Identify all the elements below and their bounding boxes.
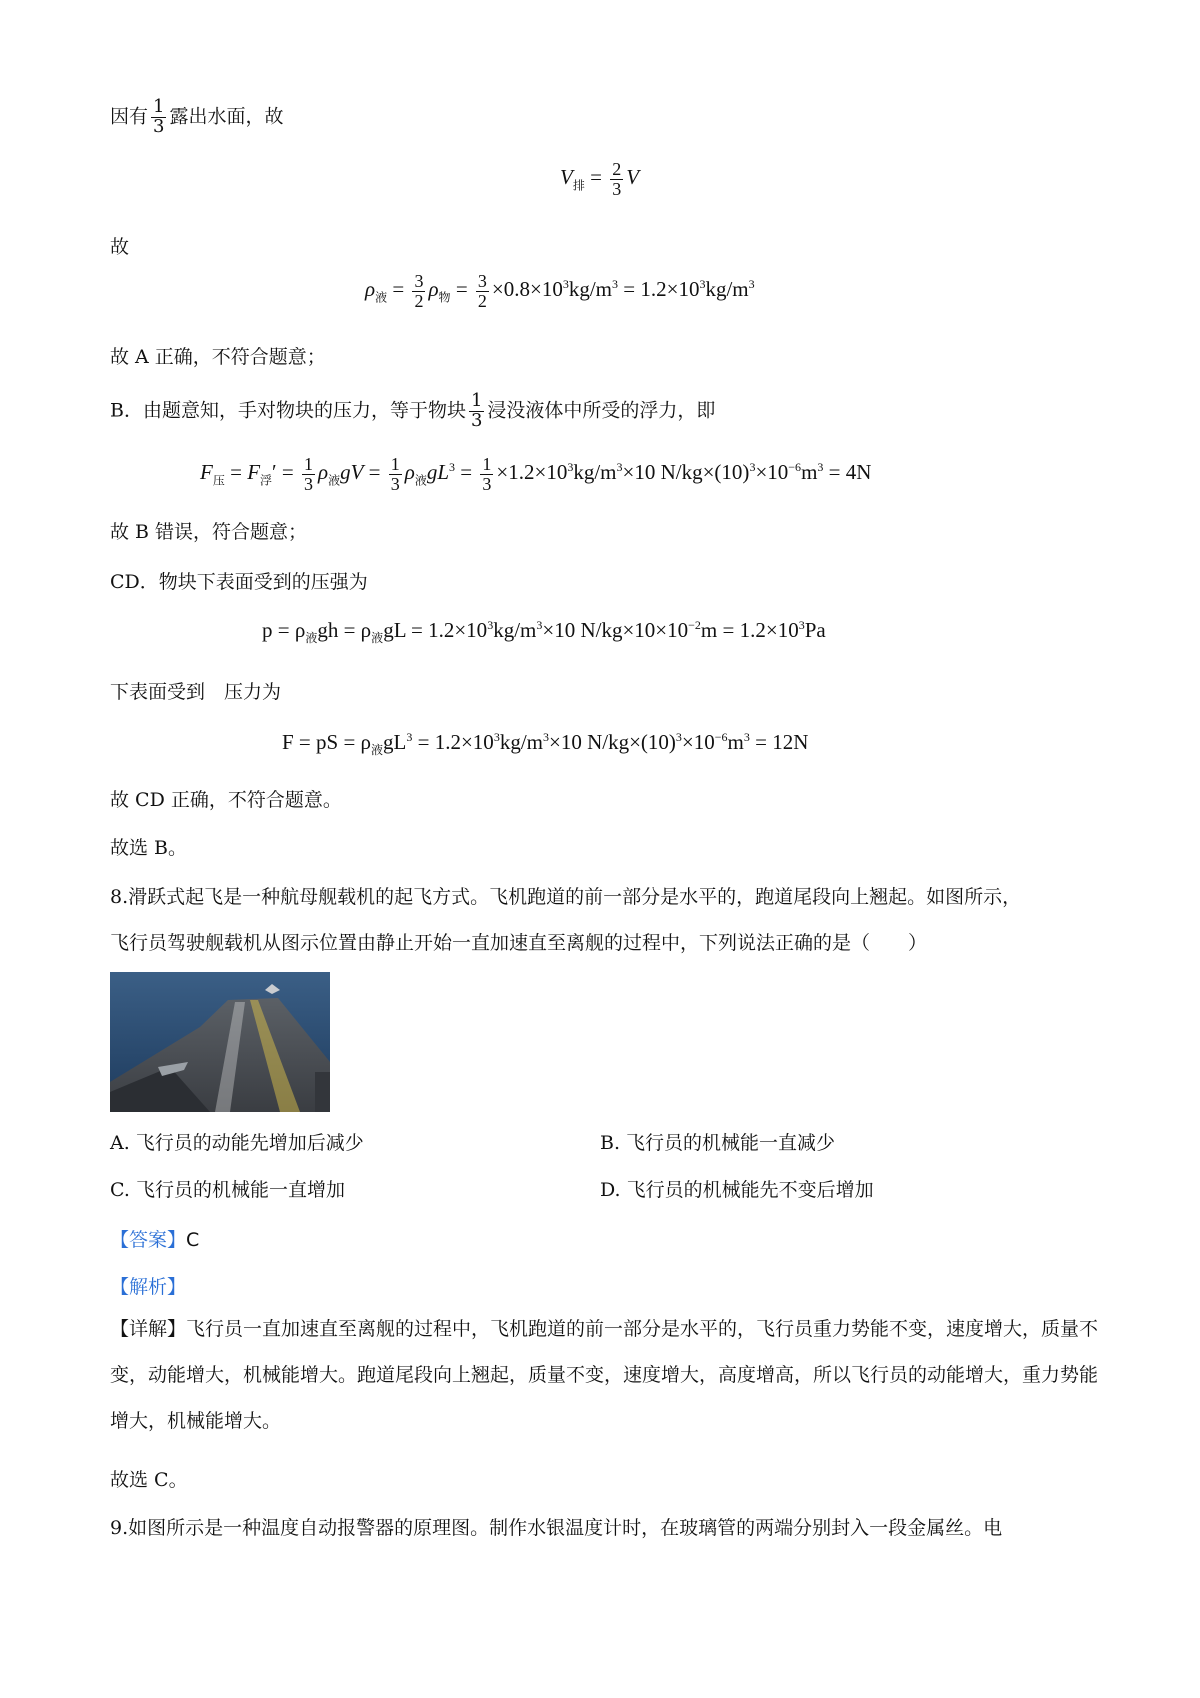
equation-pressure: $p = \rho_液gh = \rho_液gL = 1.2\times 10^3kg/m^3\times 10$ $N/kg\times 10\times 10^{-2}m = 1.2\times 10^3Pa$: [262, 618, 826, 646]
detail-label: 【详解】: [110, 1318, 187, 1340]
text-line: 故: [110, 236, 130, 258]
question-9-line-1: 9.如图所示是一种温度自动报警器的原理图。制作水银温度计时，在玻璃管的两端分别封入一段金属丝。电: [110, 1517, 1003, 1539]
option-b[interactable]: B. 飞行员的机械能一直减少: [600, 1132, 836, 1154]
equation-force-bottom: F = pS = $\rho_液gL^3 = 1.2\times 10^3kg/m^3\times 10$ $N/kg\times(10)^3\times 10^{-6}m^3 = 12N$: [282, 730, 809, 758]
answer-line: [110, 1225, 199, 1252]
option-c[interactable]: C. 飞行员的机械能一直增加: [110, 1179, 345, 1201]
text-line: 故 CD 正确，不符合题意。: [110, 789, 342, 811]
detail-paragraph: [110, 1306, 1100, 1444]
text-line: B．由题意知，手对物块的压力，等于物块 $\frac{1}{3}$ 浸没液体中所受的浮力，即: [110, 390, 716, 431]
answer-value: C: [186, 1229, 200, 1251]
question-8-line-1: 8.滑跃式起飞是一种航母舰载机的起飞方式。飞机跑道的前一部分是水平的，跑道尾段向上翘起。如图所示，: [110, 886, 1022, 908]
analysis-label: 【解析】: [110, 1276, 187, 1298]
option-d[interactable]: D. 飞行员的机械能先不变后增加: [600, 1179, 874, 1201]
answer-label: 【答案】: [110, 1229, 187, 1251]
text-line: 故选 B。: [110, 837, 188, 859]
text-line: 故 A 正确，不符合题意；: [110, 346, 326, 368]
text-line: CD．物块下表面受到的压强为: [110, 571, 368, 593]
text-line: 因有 $\frac{1}{3}$ 露出水面，故: [110, 96, 284, 137]
equation-v-displaced: $V_排$ = $\frac{2}{3}$ V: [560, 159, 640, 199]
text-line: 故选 C。: [110, 1469, 188, 1491]
equation-liquid-density: $\rho_液$ = $\frac{3}{2}$ $\rho_物$ = $\frac{3}{2}$ $\times 0.8\times 10^3kg/m^3 = 1.2\times 10^3kg/m^3$: [365, 271, 755, 311]
option-a[interactable]: A. 飞行员的动能先增加后减少: [110, 1132, 364, 1154]
text-line: 下表面受到 压力为: [110, 681, 282, 703]
detail-text: 飞行员一直加速直至离舰的过程中，飞机跑道的前一部分是水平的，飞行员重力势能不变，速度增大，质量不变，动能增大，机械能增大。跑道尾段向上翘起，质量不变，速度增大，高度增高，所以飞行员的动能增大，重力势能增大，机械能增大。: [110, 1318, 1099, 1432]
aircraft-carrier-photo: [110, 972, 330, 1112]
text-line: 故 B 错误，符合题意；: [110, 521, 308, 543]
question-8-line-2: 飞行员驾驶舰载机从图示位置由静止开始一直加速直至离舰的过程中，下列说法正确的是（ ）: [110, 932, 928, 954]
equation-pressing-force: $F_压 = F_浮'$ = $\frac{1}{3}$ $\rho_液gV$ = $\frac{1}{3}$ $\rho_液gL^3$ = $\frac{1}{3}$ $\times 1.2\times 10^3kg/m^3\times 10$ $N/kg\times(10)^3\times 10^{-6}m^3 = 4N$: [200, 454, 872, 494]
